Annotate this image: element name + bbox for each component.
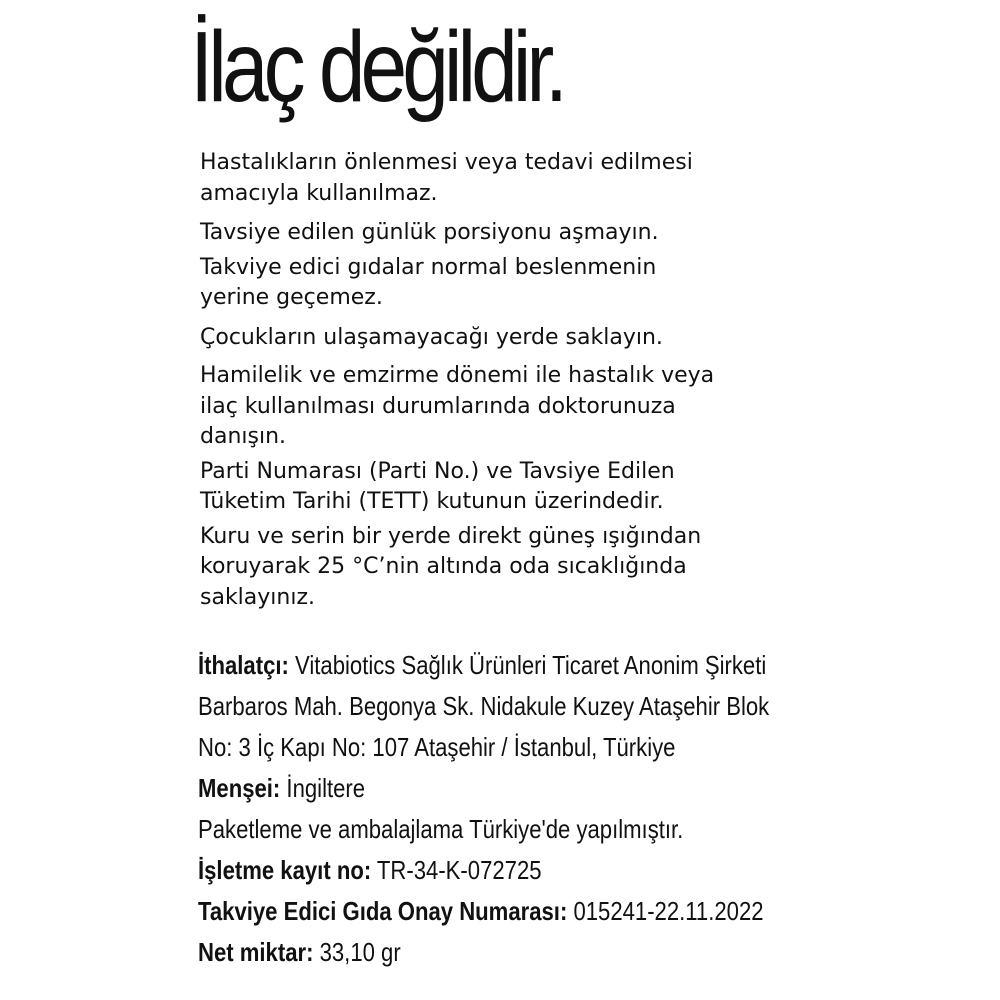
warning-line: yerine geçemez.	[200, 285, 383, 310]
warning-line: amacıyla kullanılmaz.	[200, 180, 438, 206]
warning-not-for-treatment	[200, 148, 980, 209]
origin-row	[198, 768, 878, 809]
warning-line: Tavsiye edilen günlük porsiyonu aşmayın.	[200, 220, 659, 245]
company-info-section	[198, 645, 998, 973]
approval-label: Takviye Edici Gıda Onay Numarası:	[198, 896, 568, 926]
headline: İlaç değildir.	[190, 11, 564, 123]
warnings-section	[200, 148, 980, 613]
registration-value: TR-34-K-072725	[371, 855, 542, 885]
warning-line: koruyarak 25 °C’nin altında oda sıcaklığında	[200, 554, 687, 579]
address-line-2	[198, 727, 878, 768]
warning-line: Çocukların ulaşamayacağı yerde saklayın.	[200, 324, 663, 350]
packaging-row	[198, 809, 878, 850]
approval-value: 015241-22.11.2022	[567, 896, 764, 926]
origin-value: İngiltere	[280, 773, 366, 803]
warning-line: danışın.	[200, 424, 287, 449]
approval-row	[198, 891, 878, 932]
warning-line: Tüketim Tarihi (TETT) kutunun üzerindedir.	[200, 489, 664, 514]
warning-storage	[200, 522, 980, 614]
warning-line: saklayınız.	[200, 584, 316, 610]
warning-line: Parti Numarası (Parti No.) ve Tavsiye Edilen	[200, 458, 675, 484]
warning-daily-dose	[200, 218, 980, 249]
packaging-text: Paketleme ve ambalajlama Türkiye'de yapılmıştır.	[198, 814, 684, 844]
warning-line: Takviye edici gıdalar normal beslenmenin	[200, 254, 657, 280]
warning-pregnancy	[200, 361, 980, 453]
warning-children	[200, 323, 980, 354]
net-amount-label: Net miktar:	[198, 937, 314, 967]
importer-row	[198, 645, 878, 686]
registration-row	[198, 850, 878, 891]
origin-label: Menşei:	[198, 773, 281, 803]
address-text: Barbaros Mah. Begonya Sk. Nidakule Kuzey Ataşehir Blok	[198, 691, 770, 721]
address-line-1	[198, 686, 878, 727]
address-text: No: 3 İç Kapı No: 107 Ataşehir / İstanbul, Türkiye	[198, 732, 676, 762]
warning-line: Hastalıkların önlenmesi veya tedavi edilmesi	[200, 150, 693, 175]
warning-line: Kuru ve serin bir yerde direkt güneş ışığından	[200, 523, 702, 549]
warning-line: ilaç kullanılması durumlarında doktorunuza	[200, 393, 676, 419]
net-amount-row	[198, 932, 878, 973]
warning-not-substitute	[200, 253, 980, 314]
warning-batch-info	[200, 457, 980, 518]
net-amount-value: 33,10 gr	[313, 937, 401, 967]
importer-value: Vitabiotics Sağlık Ürünleri Ticaret Anonim Şirketi	[288, 650, 767, 680]
warning-line: Hamilelik ve emzirme dönemi ile hastalık veya	[200, 363, 715, 388]
importer-label: İthalatçı:	[198, 650, 289, 680]
registration-label: İşletme kayıt no:	[198, 855, 372, 885]
